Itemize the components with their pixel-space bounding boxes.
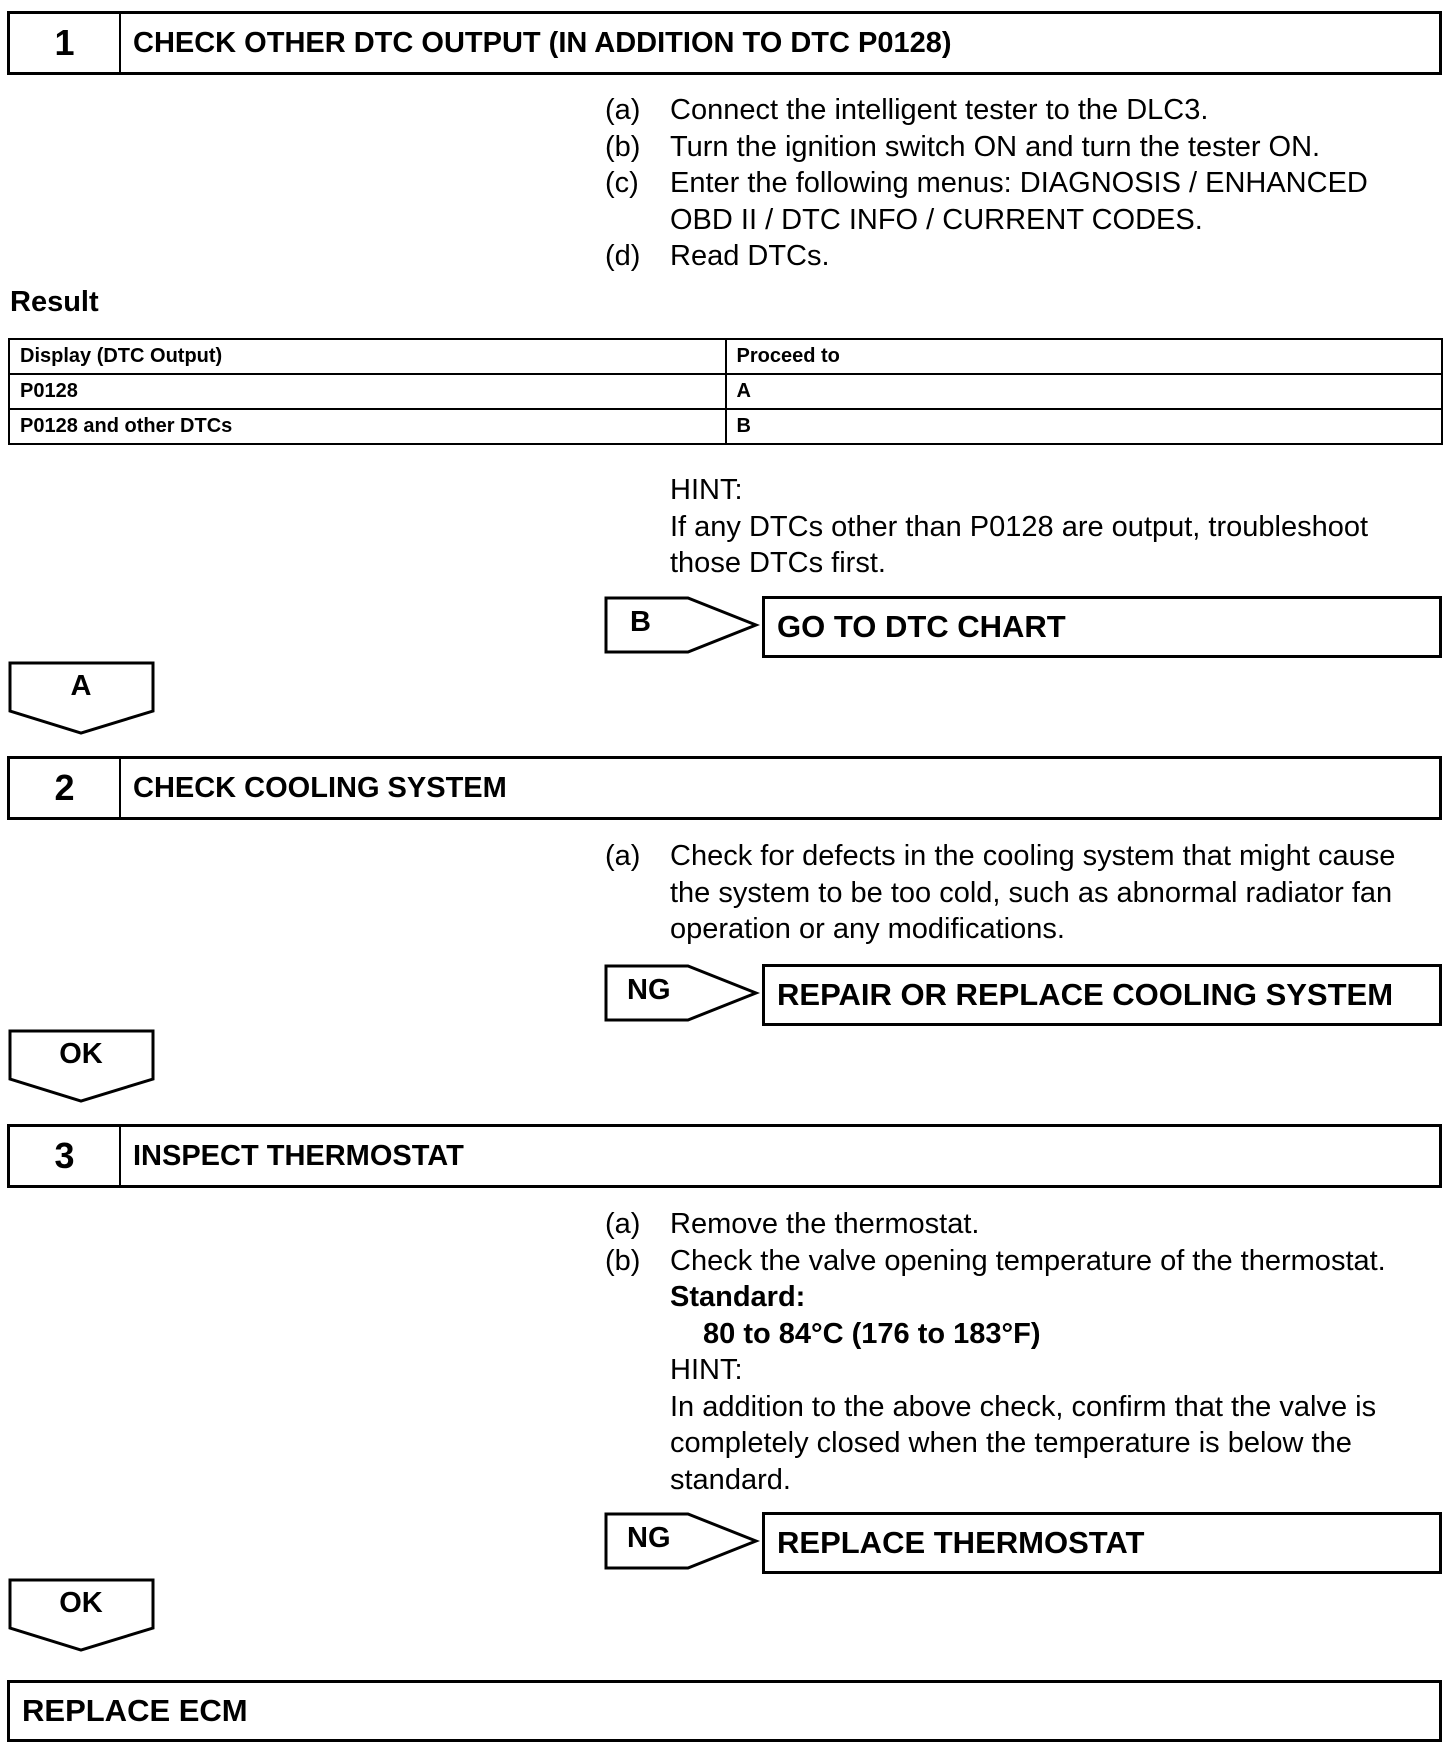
procedure-item-label: (b) <box>605 130 641 163</box>
step-2-header <box>7 756 1442 820</box>
continue-label: A <box>70 670 92 702</box>
standard-label: Standard: <box>670 1281 806 1313</box>
step-2-procedure <box>605 838 1395 948</box>
table-row <box>9 374 1442 409</box>
step-3-number: 3 <box>10 1127 121 1185</box>
procedure-item <box>605 1206 1386 1243</box>
table-header-cell: Display (DTC Output) <box>9 339 726 374</box>
hint-text: If any DTCs other than P0128 are output, troubleshoot <box>670 510 1369 543</box>
branch-action-box: GO TO DTC CHART <box>762 596 1442 658</box>
procedure-item <box>605 129 1368 166</box>
procedure-item-label: (a) <box>605 94 641 126</box>
continue-label: OK <box>59 1587 103 1619</box>
branch-arrow-icon <box>604 596 760 654</box>
step-3-procedure <box>605 1206 1386 1498</box>
branch-label: B <box>630 606 651 638</box>
step-1-number: 1 <box>10 14 121 72</box>
table-cell: P0128 and other DTCs <box>9 409 726 444</box>
procedure-item-label: (b) <box>605 1244 641 1277</box>
procedure-item-text: Check the valve opening temperature of the thermostat. <box>670 1244 1386 1277</box>
hint-text: standard. <box>670 1463 791 1496</box>
step-1-title: CHECK OTHER DTC OUTPUT (IN ADDITION TO DTC P0128) <box>133 26 952 59</box>
procedure-item <box>605 1243 1386 1280</box>
procedure-item-label: (a) <box>605 840 641 872</box>
table-cell: B <box>726 409 1443 444</box>
hint-label: HINT: <box>670 474 743 506</box>
procedure-item-text: Turn the ignition switch ON and turn the tester ON. <box>670 130 1321 163</box>
hint-text: those DTCs first. <box>670 547 886 579</box>
branch-action-box: REPLACE THERMOSTAT <box>762 1512 1442 1574</box>
procedure-item-text: Connect the intelligent tester to the DLC3. <box>670 94 1209 126</box>
branch-label: NG <box>627 1522 671 1554</box>
step-2-number: 2 <box>10 759 121 817</box>
standard-value: 80 to 84°C (176 to 183°F) <box>703 1317 1041 1350</box>
final-action-box: REPLACE ECM <box>7 1680 1442 1742</box>
procedure-item-text: the system to be too cold, such as abnormal radiator fan <box>670 876 1393 909</box>
step-3-title: INSPECT THERMOSTAT <box>133 1139 464 1172</box>
table-row <box>9 409 1442 444</box>
procedure-item <box>605 165 1368 202</box>
procedure-item-text: Read DTCs. <box>670 240 830 272</box>
step-1-procedure <box>605 92 1368 275</box>
procedure-item-text: Remove the thermostat. <box>670 1208 980 1240</box>
hint-text: In addition to the above check, confirm that the valve is <box>670 1390 1377 1423</box>
procedure-item-text: Check for defects in the cooling system that might cause <box>670 840 1396 872</box>
step-1-header <box>7 11 1442 75</box>
procedure-item-text: Enter the following menus: DIAGNOSIS / ENHANCED <box>670 167 1368 199</box>
procedure-item-text: OBD II / DTC INFO / CURRENT CODES. <box>670 203 1203 236</box>
hint-label: HINT: <box>670 1354 743 1386</box>
table-cell: P0128 <box>9 374 726 409</box>
step-1-hint <box>670 472 1368 582</box>
branch-action-box: REPAIR OR REPLACE COOLING SYSTEM <box>762 964 1442 1026</box>
table-cell: A <box>726 374 1443 409</box>
step-2-title: CHECK COOLING SYSTEM <box>133 771 507 804</box>
continue-label: OK <box>59 1038 103 1070</box>
procedure-item-text: operation or any modifications. <box>670 913 1065 945</box>
procedure-item <box>605 838 1395 875</box>
table-header-row <box>9 339 1442 374</box>
step-3-header <box>7 1124 1442 1188</box>
result-table <box>8 338 1443 445</box>
procedure-item-label: (d) <box>605 240 641 272</box>
table-header-cell: Proceed to <box>726 339 1443 374</box>
result-label: Result <box>10 286 99 318</box>
procedure-item <box>605 238 1368 275</box>
procedure-item-label: (a) <box>605 1208 641 1240</box>
procedure-item <box>605 92 1368 129</box>
procedure-item-label: (c) <box>605 167 639 199</box>
hint-text: completely closed when the temperature is below the <box>670 1427 1352 1459</box>
branch-label: NG <box>627 974 671 1006</box>
